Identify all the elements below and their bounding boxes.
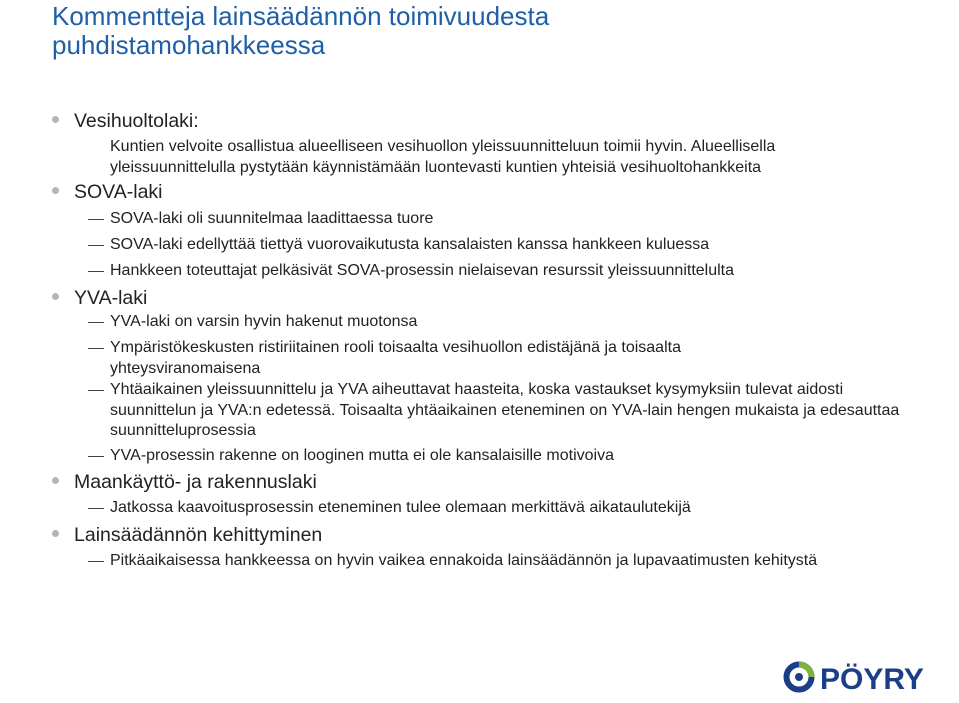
bullet-text: Yhtäaikainen yleissuunnittelu ja YVA aiheuttavat haasteita, koska vastaukset kysymyksiin tulevat aidosti suunnittelun ja YVA:n edetessä. Toisaalta yhtäaikainen eteneminen on YVA-lain hengen mukaista ja edesauttaa suunnitteluprosessia <box>110 381 900 439</box>
bullet-dot-icon <box>52 477 59 484</box>
slide-title-line-2: puhdistamohankkeessa <box>52 30 326 60</box>
bullet-level-2 <box>110 261 910 282</box>
bullet-level-2 <box>110 446 910 467</box>
dash-bullet-icon <box>88 390 104 391</box>
dash-bullet-icon <box>88 456 104 457</box>
bullet-text: YVA-laki <box>74 287 148 309</box>
bullet-text: SOVA-laki edellyttää tiettyä vuorovaikutusta kansalaisten kanssa hankkeen kuluessa <box>110 236 710 253</box>
bullet-level-1 <box>74 471 317 493</box>
bullet-text: Hankkeen toteuttajat pelkäsivät SOVA-prosessin nielaisevan resurssit yleissuunnittelulta <box>110 262 735 279</box>
poyry-ring-logo-icon <box>782 660 948 694</box>
bullet-level-2 <box>110 551 870 572</box>
bullet-level-2 <box>110 338 810 379</box>
dash-bullet-icon <box>88 322 104 323</box>
logo-wordmark: PÖYRY <box>820 663 924 694</box>
bullet-level-2 <box>110 137 900 178</box>
bullet-text: Vesihuoltolaki: <box>74 110 199 132</box>
dash-bullet-icon <box>88 348 104 349</box>
bullet-level-1 <box>74 524 322 546</box>
bullet-text: Kuntien velvoite osallistua alueelliseen vesihuollon yleissuunnitteluun toimii hyvin. Alueellisella yleissuunnittelulla pystytään käynnistämään luontevasti kuntien yhteisiä vesihuoltohankkeita <box>110 138 776 176</box>
dash-bullet-icon <box>88 508 104 509</box>
bullet-text: YVA-prosessin rakenne on looginen mutta ei ole kansalaisille motivoiva <box>110 447 614 464</box>
bullet-text: SOVA-laki <box>74 181 163 203</box>
bullet-dot-icon <box>52 293 59 300</box>
bullet-level-2 <box>110 380 910 442</box>
bullet-level-2 <box>110 235 910 256</box>
poyry-logo <box>782 660 948 694</box>
bullet-text: Lainsäädännön kehittyminen <box>74 524 323 546</box>
bullet-text: YVA-laki on varsin hyvin hakenut muotonsa <box>110 313 418 330</box>
dash-bullet-icon <box>88 245 104 246</box>
bullet-level-1 <box>74 110 199 132</box>
bullet-text: Pitkäaikaisessa hankkeessa on hyvin vaikea ennakoida lainsäädännön ja lupavaatimusten kehitystä <box>110 552 818 569</box>
bullet-level-2 <box>110 312 910 333</box>
bullet-level-2 <box>110 498 910 519</box>
dash-bullet-icon <box>88 561 104 562</box>
dash-bullet-icon <box>88 219 104 220</box>
dash-bullet-icon <box>88 271 104 272</box>
bullet-text: Maankäyttö- ja rakennuslaki <box>74 471 317 493</box>
bullet-dot-icon <box>52 187 59 194</box>
bullet-level-1 <box>74 181 163 203</box>
bullet-level-1 <box>74 287 147 309</box>
slide-title-line-1: Kommentteja lainsäädännön toimivuudesta <box>52 1 550 31</box>
bullet-dot-icon <box>52 530 59 537</box>
bullet-level-2 <box>110 209 910 230</box>
bullet-dot-icon <box>52 116 59 123</box>
bullet-text: SOVA-laki oli suunnitelmaa laadittaessa tuore <box>110 210 434 227</box>
bullet-text: Jatkossa kaavoitusprosessin eteneminen tulee olemaan merkittävä aikataulutekijä <box>110 499 691 516</box>
bullet-text: Ympäristökeskusten ristiriitainen rooli toisaalta vesihuollon edistäjänä ja toisaalta yhteysviranomaisena <box>110 339 681 377</box>
